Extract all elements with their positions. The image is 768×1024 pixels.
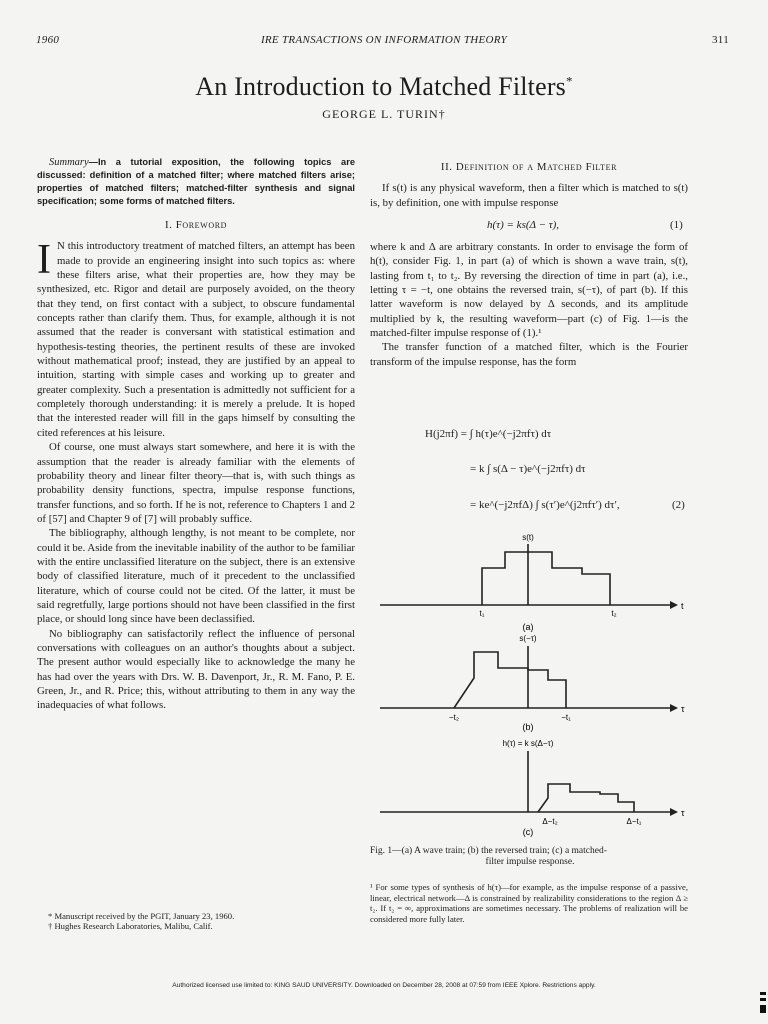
- panel-b-t2-label: −t₂: [449, 713, 459, 722]
- summary: Summary—In a tutorial exposition, the following topics are discussed: definition of a matched filter; where matched filters arise; properties of matched filters; matched-filter synthesis and signal specification; some forms of matched filters.: [37, 157, 355, 206]
- equation-2-line-1: H(j2πf) = ∫ h(τ)e^(−j2πfτ) dτ: [425, 428, 552, 440]
- section-heading-foreword: I. Foreword: [164, 219, 228, 231]
- panel-c-ylabel: h(τ) = k s(Δ−τ): [502, 739, 554, 748]
- right-column-top: [370, 156, 688, 210]
- panel-a-label: (a): [522, 622, 534, 632]
- authorization-notice: Authorized licensed use limited to: KING SAUD UNIVERSITY. Downloaded on December 28, 2008 at 07:59 from IEEE Xplore. Restrictions apply.: [172, 982, 596, 989]
- equation-2-line-2: = k ∫ s(Δ − τ)e^(−j2πfτ) dτ: [470, 463, 586, 475]
- figure-1-caption-line-2: filter impulse response.: [485, 857, 575, 867]
- figure-panel-a: [380, 533, 684, 632]
- panel-b-waveform: [454, 652, 566, 708]
- equation-2-line-3: = ke^(−j2πfΔ) ∫ s(τ′)e^(j2πfτ′) dτ′,: [470, 499, 620, 511]
- paragraph-3: The bibliography, although lengthy, is not meant to be complete, nor could it be. Aside from the inevitable inability of the author to be familiar with the entire unclassified literature on the subject, there is an extensive body of classified literature, much of it precedent to the unclassified literature, which of course could not be cited. Of the latter, it must be said regretfully, large portions should not have been classified in the first place, or should long since have been declassified.: [37, 527, 355, 626]
- panel-c-arrow: [670, 808, 678, 816]
- paragraph-1: I N this introductory treatment of matched filters, an attempt has been made to provide an engineering insight into such topics as: where these filters arise, what their properties are, how they may be synthesized, etc. Rigor and detail are purposely avoided, on the theory that they tend, on first contact with a subject, to obscure fundamental concepts rather than clarify them. Thus, for example, although it is not assumed that the reader is conversant with statistical estimation and hypothesis-testing theories, the pertinent results of these are invoked without mathematical proof; instead, they are justified by an appeal to intuition, starting with simple cases and working up to greater and greater complexity. Such a presentation is admittedly not sufficient for a completely thorough understanding: it is merely a prelude. It is hoped that the interested reader will fill in the gaps himself by consulting the cited references at his leisure.: [37, 237, 355, 439]
- author-line: GEORGE L. TURIN†: [322, 107, 446, 121]
- panel-b-label: (b): [522, 722, 534, 732]
- panel-a-waveform: [482, 552, 610, 605]
- paper-title: An Introduction to Matched Filters*: [195, 72, 573, 101]
- footnote-affiliation: † Hughes Research Laboratories, Malibu, Calif.: [48, 921, 213, 931]
- figure-1: [370, 530, 688, 845]
- footnote-1: ¹ For some types of synthesis of h(τ)—for example, as the impulse response of a passive, linear, electrical network—Δ is constrained by realizability considerations to the region Δ ≥ t₂. If t₂ = ∞, approximations are sometimes necessary. The problems of realization will be considered more fully later.: [370, 882, 688, 924]
- section-heading-definition: II. Definition of a Matched Filter: [440, 161, 618, 173]
- panel-c-t1-label: Δ−t₁: [626, 817, 642, 826]
- header-page-number: 311: [712, 34, 729, 46]
- left-column: [37, 156, 355, 713]
- paragraph-transfer: The transfer function of a matched filter, which is the Fourier transform of the impulse response, has the form: [370, 341, 688, 368]
- header-year: 1960: [36, 34, 60, 46]
- figure-panel-b: [380, 634, 685, 732]
- right-column-middle: [370, 240, 688, 369]
- panel-a-arrow: [670, 601, 678, 609]
- page-edge-marker: [760, 990, 768, 1024]
- panel-b-t1-label: −t₁: [561, 713, 571, 722]
- equation-2-number: (2): [672, 499, 685, 511]
- paragraph-2: Of course, one must always start somewhere, and here it is with the assumption that the reader is already familiar with the elements of probability theory and linear filter theory—that is, with such things as probability density functions, spectra, impulse response functions, transfer functions, and so forth. If he is not, reference to Chapters 1 and 2 of [57] and Chapter 9 of [7] will probably suffice.: [37, 441, 355, 525]
- paragraph-definition: If s(t) is any physical waveform, then a filter which is matched to s(t) is, by definition, one with impulse response: [370, 182, 688, 209]
- panel-b-axis-label: τ: [681, 704, 685, 714]
- panel-a-axis-label: t: [681, 601, 684, 611]
- footnote-manuscript: * Manuscript received by the PGIT, January 23, 1960.: [48, 911, 235, 921]
- panel-a-t1-label: t₁: [479, 609, 485, 618]
- paragraph-4: No bibliography can satisfactorily reflect the influence of personal conversations with colleagues on an author's thoughts about a subject. The present author would especially like to acknowledge the many he has had over the years with Drs. W. B. Davenport, Jr., R. M. Fano, P. E. Green, Jr., and R. Price; this, without attributing to them in any way the inadequacies of what follows.: [37, 627, 355, 712]
- header-journal: IRE TRANSACTIONS ON INFORMATION THEORY: [260, 34, 508, 46]
- equation-1: h(τ) = ks(Δ − τ),: [487, 219, 560, 231]
- paragraph-explanation: where k and Δ are arbitrary constants. In order to envisage the form of h(t), consider Fig. 1, in part (a) of which is shown a wave train, s(t), lasting from t₁ to t₂. By reversing the direction of time in part (a), i.e., letting τ = −t, one obtains the reversed train, s(−τ), of part (b). If this latter waveform is now delayed by Δ seconds, and its amplitude multiplied by k, the resulting waveform—part (c) of Fig. 1—is the matched-filter impulse response of (1).¹: [370, 241, 688, 340]
- drop-cap: I: [37, 237, 51, 284]
- panel-a-ylabel: s(t): [522, 533, 534, 542]
- panel-c-waveform: [538, 784, 634, 812]
- equation-1-number: (1): [670, 219, 683, 231]
- panel-c-axis-label: τ: [681, 808, 685, 818]
- figure-1-caption-line-1: Fig. 1—(a) A wave train; (b) the reversed train; (c) a matched-: [370, 846, 607, 856]
- panel-b-ylabel: s(−τ): [519, 634, 537, 643]
- panel-a-t2-label: t₂: [611, 609, 617, 618]
- panel-b-arrow: [670, 704, 678, 712]
- panel-c-label: (c): [522, 827, 534, 837]
- panel-c-t2-label: Δ−t₂: [542, 817, 558, 826]
- figure-panel-c: [380, 739, 685, 837]
